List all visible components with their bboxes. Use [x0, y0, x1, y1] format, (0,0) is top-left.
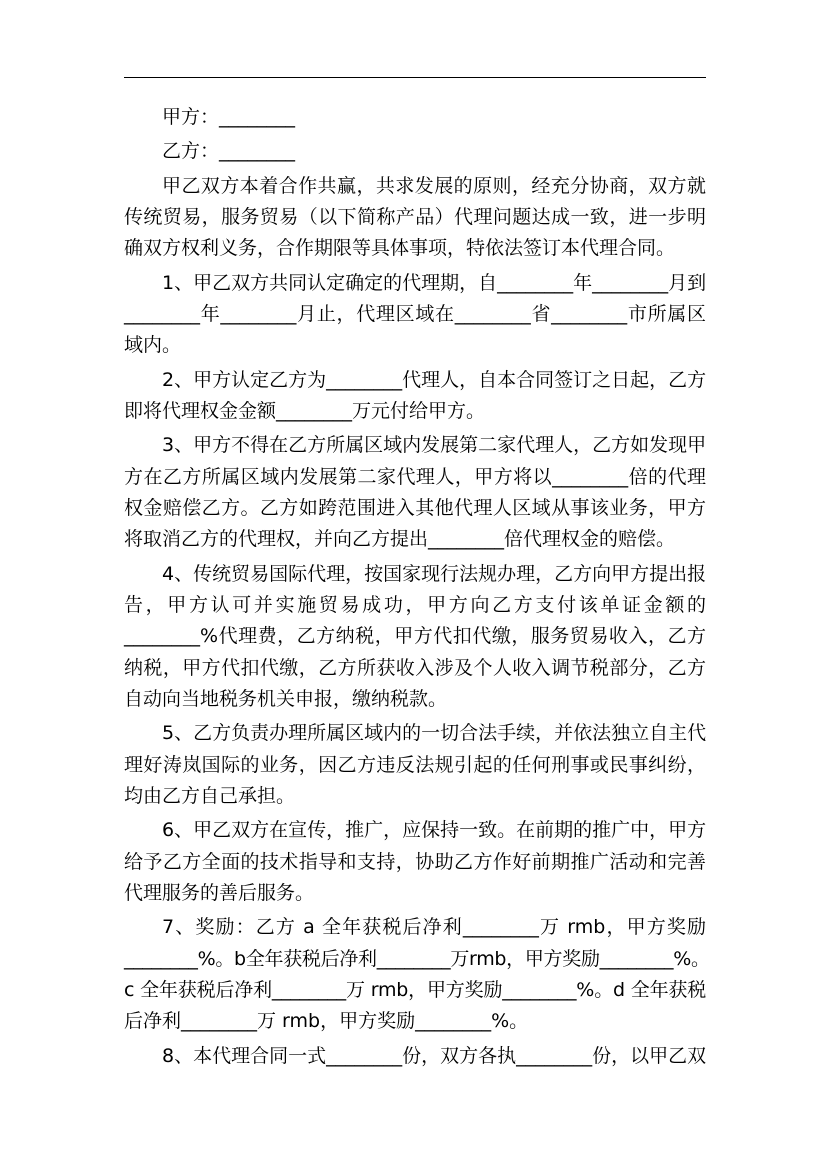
- text-line: 自动向当地税务机关申报，缴纳税款。: [124, 687, 448, 710]
- clause-5-paragraph: [124, 718, 706, 812]
- text-line: ________%。b全年获税后净利________万rmb，甲方奖励________%。: [124, 947, 710, 970]
- text-line: 3、甲方不得在乙方所属区域内发展第二家代理人，乙方如发现甲: [162, 434, 707, 457]
- clause-3-paragraph: [124, 430, 706, 555]
- text-line: 给予乙方全面的技术指导和支持，协助乙方作好前期推广活动和完善: [124, 850, 706, 873]
- text-line: 乙方：________: [162, 140, 296, 163]
- clause-7-paragraph: [124, 912, 710, 1037]
- preamble-paragraph: [124, 171, 706, 265]
- text-line: 7、奖励：乙方 a 全年获税后净利________万 rmb，甲方奖励: [162, 916, 706, 939]
- text-line: 甲方：________: [162, 106, 296, 128]
- text-line: 代理服务的善后服务。: [124, 881, 315, 904]
- text-line: 2、甲方认定乙方为________代理人，自本合同签订之日起，乙方: [162, 368, 707, 391]
- text-line: 1、甲乙双方共同认定确定的代理期，自________年________月到: [162, 271, 707, 294]
- clause-2-paragraph: [124, 365, 706, 428]
- header-rule: [124, 77, 706, 78]
- text-line: ________年________月止，代理区域在________省________市所属区: [124, 303, 706, 326]
- text-line: 传统贸易，服务贸易（以下简称产品）代理问题达成一致，进一步明: [124, 206, 706, 229]
- text-line: 5、乙方负责办理所属区域内的一切合法手续，并依法独立自主代: [162, 722, 707, 745]
- clause-6-paragraph: [124, 815, 706, 909]
- text-line: 4、传统贸易国际代理，按国家现行法规办理，乙方向甲方提出报: [162, 562, 707, 585]
- text-line: 纳税，甲方代扣代缴，乙方所获收入涉及个人收入调节税部分，乙方: [124, 656, 706, 679]
- clause-4-paragraph: [124, 559, 706, 715]
- party-a-line: [124, 102, 706, 133]
- text-line: c 全年获税后净利________万 rmb，甲方奖励________%。d 全年获税: [124, 978, 706, 1001]
- text-line: 6、甲乙双方在宣传，推广，应保持一致。在前期的推广中，甲方: [162, 819, 707, 842]
- text-line: 域内。: [124, 334, 182, 357]
- contract-body: [124, 102, 710, 1072]
- party-b-line: [124, 136, 706, 167]
- clause-8-paragraph: [124, 1041, 706, 1072]
- text-line: 均由乙方自己承担。: [124, 784, 296, 807]
- text-line: 告，甲方认可并实施贸易成功，甲方向乙方支付该单证金额的: [124, 594, 706, 617]
- text-line: 甲乙双方本着合作共赢，共求发展的原则，经充分协商，双方就: [162, 174, 706, 197]
- text-line: 8、本代理合同一式________份，双方各执________份，以甲乙双: [162, 1044, 707, 1067]
- text-line: ________%代理费，乙方纳税，甲方代扣代缴，服务贸易收入，乙方: [124, 625, 706, 648]
- text-line: 理好涛岚国际的业务，因乙方违反法规引起的任何刑事或民事纠纷，: [124, 753, 706, 776]
- text-line: 确双方权利义务，合作期限等具体事项，特依法签订本代理合同。: [124, 237, 676, 260]
- text-line: 权金赔偿乙方。乙方如跨范围进入其他代理人区域从事该业务，甲方: [124, 497, 706, 520]
- text-line: 将取消乙方的代理权，并向乙方提出________倍代理权金的赔偿。: [124, 528, 676, 551]
- clause-1-paragraph: [124, 268, 706, 362]
- text-line: 方在乙方所属区域内发展第二家代理人，甲方将以________倍的代理: [124, 465, 706, 488]
- text-line: 后净利________万 rmb，甲方奖励________%。: [124, 1010, 529, 1033]
- text-line: 即将代理权金金额________万元付给甲方。: [124, 400, 486, 423]
